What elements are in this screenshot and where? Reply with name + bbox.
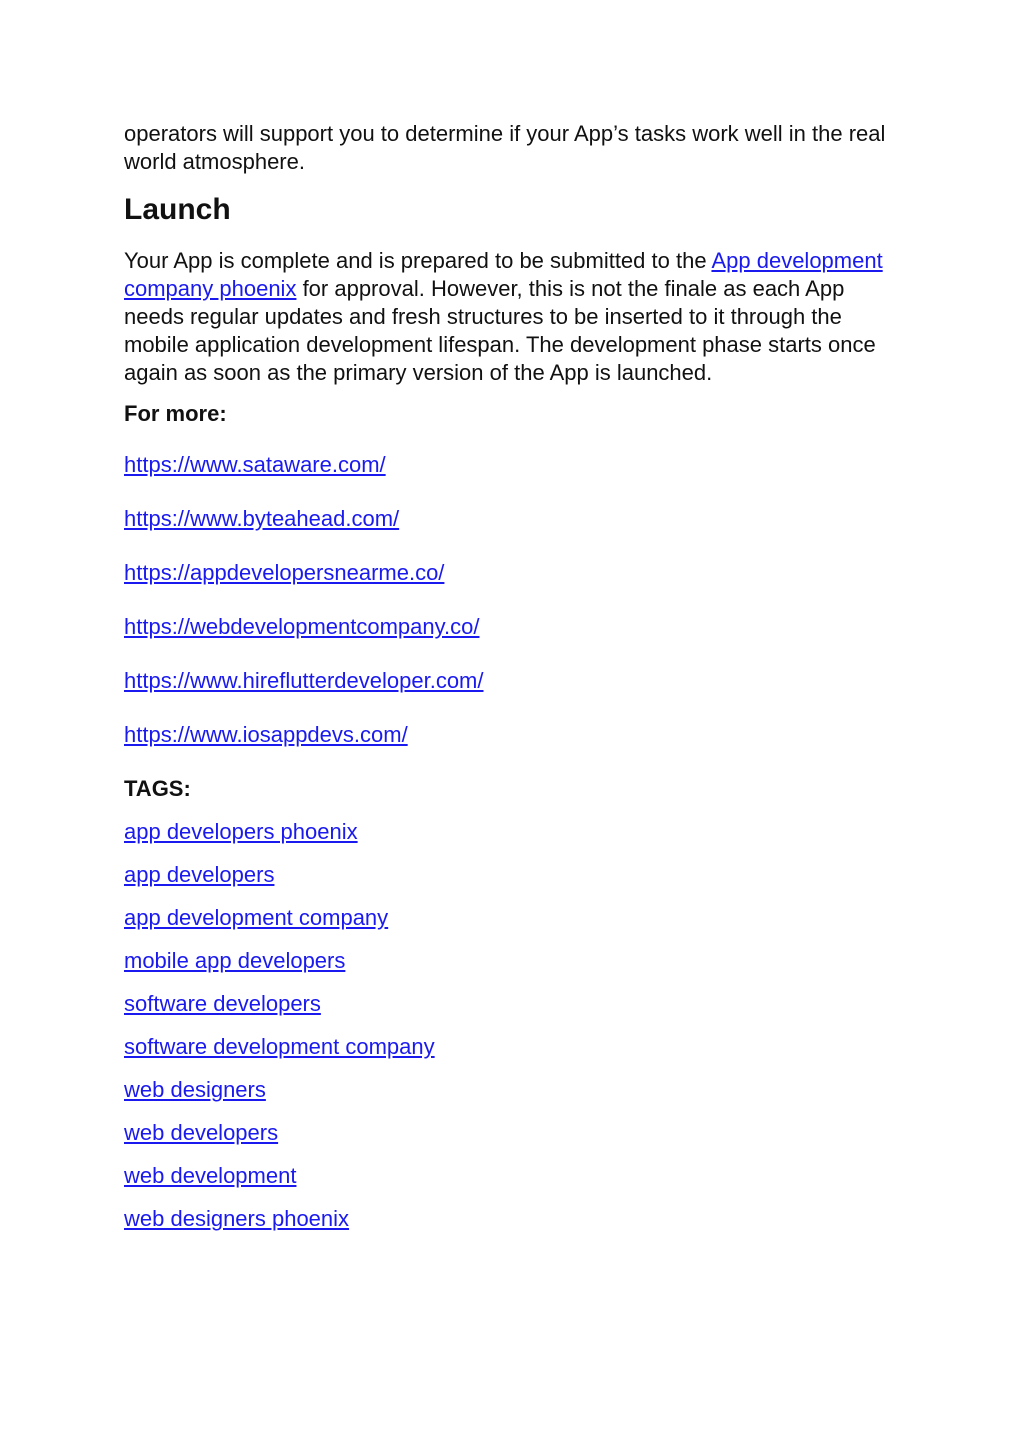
for-more-link-list [124,451,904,749]
tag-link[interactable]: web designers phoenix [124,1206,350,1231]
list-item [124,1205,904,1233]
list-item [124,559,904,587]
tag-link[interactable]: web developers [124,1120,279,1145]
tag-link[interactable]: mobile app developers [124,948,346,973]
tag-link[interactable]: app developers phoenix [124,819,358,844]
tag-link[interactable]: app development company [124,905,389,930]
list-item [124,861,904,889]
link-sataware[interactable]: https://www.sataware.com/ [124,452,386,477]
document-page [124,120,904,1248]
tag-link[interactable]: web development [124,1163,297,1188]
link-byteahead[interactable]: https://www.byteahead.com/ [124,506,400,531]
launch-text-before-link: Your App is complete and is prepared to be submitted to the [124,248,712,273]
list-item [124,721,904,749]
tag-link[interactable]: app developers [124,862,275,887]
launch-text-after-link: for approval. However, this is not the finale as each App needs regular updates and fresh structures to be inserted to it through the mobile application development lifespan. The development phase starts once again as soon as the primary version of the App is launched. [124,276,876,385]
tag-link[interactable]: software developers [124,991,321,1016]
list-item [124,1033,904,1061]
list-item [124,667,904,695]
link-iosappdevs[interactable]: https://www.iosappdevs.com/ [124,722,408,747]
list-item [124,1076,904,1104]
app-development-company-phoenix-link[interactable]: App development company phoenix [124,248,883,301]
link-appdevelopersnearme[interactable]: https://appdevelopersnearme.co/ [124,560,445,585]
link-hireflutterdeveloper[interactable]: https://www.hireflutterdeveloper.com/ [124,668,484,693]
list-item [124,613,904,641]
launch-heading: Launch [124,193,231,226]
list-item [124,904,904,932]
list-item [124,1162,904,1190]
link-webdevelopmentcompany[interactable]: https://webdevelopmentcompany.co/ [124,614,480,639]
list-item [124,451,904,479]
tags-heading: TAGS: [124,776,191,801]
intro-paragraph: operators will support you to determine if your App’s tasks work well in the real world atmosphere. [124,121,886,174]
list-item [124,990,904,1018]
list-item [124,1119,904,1147]
list-item [124,947,904,975]
launch-paragraph [124,247,904,387]
list-item [124,818,904,846]
tag-link[interactable]: web designers [124,1077,266,1102]
tag-link[interactable]: software development company [124,1034,435,1059]
list-item [124,505,904,533]
tag-list [124,818,904,1233]
for-more-heading: For more: [124,401,227,426]
